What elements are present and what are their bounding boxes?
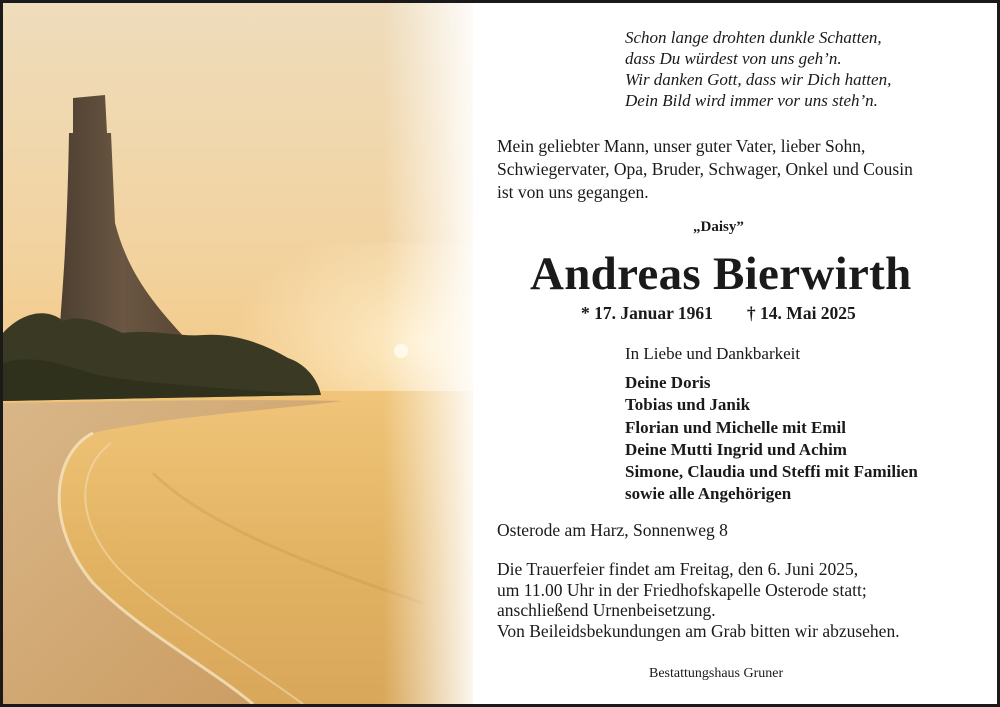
service-line: anschließend Urnenbeisetzung. (497, 600, 716, 620)
poem-line: Wir danken Gott, dass wir Dich hatten, (625, 70, 892, 89)
mourner: Tobias und Janik (625, 395, 751, 415)
birth-date: * 17. Januar 1961 (581, 303, 713, 323)
photo-fade (383, 3, 483, 704)
life-dates (581, 303, 856, 324)
service-line: Die Trauerfeier findet am Freitag, den 6. Juni 2025, (497, 559, 859, 579)
intro-line: Mein geliebter Mann, unser guter Vater, lieber Sohn, (497, 136, 866, 156)
mourner: Florian und Michelle mit Emil (625, 417, 846, 437)
undertaker: Bestattungshaus Gruner (649, 666, 784, 681)
mourner: Simone, Claudia und Steffi mit Familien (625, 462, 918, 482)
death-date: † 14. Mai 2025 (746, 303, 856, 323)
service-line: Von Beileidsbekundungen am Grab bitten wir abzusehen. (497, 620, 900, 641)
address: Osterode am Harz, Sonnenweg 8 (497, 520, 728, 540)
mourner: Deine Mutti Ingrid und Achim (625, 439, 847, 459)
intro-text (497, 135, 913, 204)
service-info (497, 559, 900, 641)
poem-line: Dein Bild wird immer vor uns steh’n. (625, 91, 878, 110)
service-line: um 11.00 Uhr in der Friedhofskapelle Osterode statt; (497, 579, 867, 600)
poem (625, 27, 891, 111)
nickname: „Daisy” (693, 219, 744, 235)
mourners-list (625, 372, 918, 506)
poem-line: Schon lange drohten dunkle Schatten, (625, 28, 882, 47)
deceased-name: Andreas Bierwirth (530, 248, 912, 300)
mourner: sowie alle Angehörigen (625, 484, 792, 504)
mourner: Deine Doris (625, 373, 711, 392)
poem-line: dass Du würdest von uns geh’n. (625, 49, 842, 68)
intro-line: Schwiegervater, Opa, Bruder, Schwager, Onkel und Cousin (497, 159, 913, 179)
love-line: In Liebe und Dankbarkeit (625, 344, 801, 363)
intro-line: ist von uns gegangen. (497, 182, 649, 202)
